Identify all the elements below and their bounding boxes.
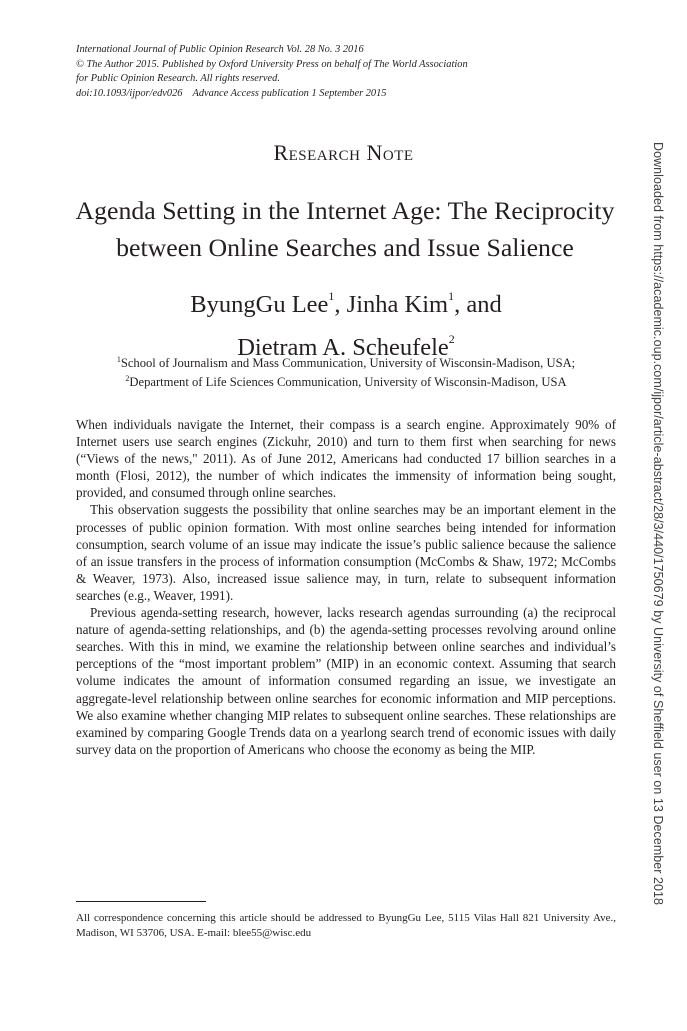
correspondence-footnote: All correspondence concerning this article should be addressed to ByungGu Lee, 5115 Vilas Hall 821 University Ave., Madison, WI 53706, USA. E-mail: blee55@wisc.edu bbox=[76, 912, 616, 939]
footnote-divider bbox=[76, 901, 206, 902]
journal-citation: International Journal of Public Opinion Research Vol. 28 No. 3 2016 bbox=[76, 44, 364, 55]
title-line-2: between Online Searches and Issue Salience bbox=[116, 233, 574, 262]
article-body bbox=[76, 416, 616, 758]
article-title bbox=[74, 192, 616, 266]
affiliation-2 bbox=[70, 371, 622, 390]
doi[interactable]: doi:10.1093/ijpor/edv026 bbox=[76, 87, 183, 99]
section-label: Research Note bbox=[273, 140, 414, 165]
authors-line-1 bbox=[60, 279, 632, 322]
copyright-notice-cont: for Public Opinion Research. All rights reserved. bbox=[76, 73, 280, 85]
author-separator: , and bbox=[454, 291, 502, 318]
author-separator: , bbox=[334, 291, 347, 318]
copyright-notice: © The Author 2015. Published by Oxford University Press on behalf of The World Association bbox=[76, 58, 468, 70]
paragraph: When individuals navigate the Internet, their compass is a search engine. Approximately 90% of Internet users use search engines (Zickuhr, 2010) and turn to them first when searching for news (“Views of the news," 2011). As of June 2012, Americans had conducted 17 billion searches in a month (Flosi, 2012), the number of which indicates the immensity of information being sought, provided, and consumed through online searches. bbox=[76, 417, 616, 501]
affiliation-1 bbox=[70, 352, 622, 371]
advance-access: Advance Access publication 1 September 2015 bbox=[192, 87, 387, 99]
affiliation-marker: 2 bbox=[448, 332, 455, 346]
paragraph: This observation suggests the possibility that online searches may be an important element in the processes of public opinion formation. With most online searches being intended for information consumption, search volume of an issue may indicate the issue’s public salience because the salience of an issue transfers in the process of information consumption (McCombs & Shaw, 1972; McCombs & Weaver, 1973). Also, increased issue salience may, in turn, relate to subsequent information searches (e.g., Weaver, 1991). bbox=[76, 502, 616, 603]
title-line-1: Agenda Setting in the Internet Age: The Reciprocity bbox=[75, 196, 615, 225]
affiliation-marker: 1 bbox=[328, 289, 335, 303]
affiliation-marker: 2 bbox=[125, 374, 130, 383]
journal-header bbox=[76, 43, 596, 101]
doi-line bbox=[76, 87, 596, 102]
affiliation-marker: 1 bbox=[116, 355, 121, 364]
affiliation-marker: 1 bbox=[448, 289, 455, 303]
affiliation-text: School of Journalism and Mass Communication, University of Wisconsin-Madison, USA; bbox=[120, 356, 576, 370]
author-name: ByungGu Lee bbox=[190, 291, 329, 318]
author-name: Jinha Kim bbox=[346, 291, 449, 318]
affiliation-text: Department of Life Sciences Communication, University of Wisconsin-Madison, USA bbox=[129, 375, 567, 389]
author-name: Dietram A. Scheufele bbox=[237, 334, 449, 361]
affiliations bbox=[70, 352, 622, 390]
paragraph: Previous agenda-setting research, however, lacks research agendas surrounding (a) the reciprocal nature of agenda-setting relationships, and (b) the agenda-setting processes revolving around online searches. With this in mind, we examine the relationship between online searches and individual’s perceptions of the “most important problem” (MIP) in an economic context. Assuming that search volume indicates the amount of information consumed regarding an issue, we investigate an aggregate-level relationship between online searches for economic information and MIP perceptions. We also examine whether changing MIP relates to subsequent online searches. These relationships are examined by comparing Google Trends data on a yearlong search trend of economic issues with daily survey data on the proportion of Americans who choose the economy as being the MIP. bbox=[76, 605, 616, 757]
download-watermark: Downloaded from https://academic.oup.com/ijpor/article-abstract/28/3/440/1750679 by University of Sheffield user on 13 December 2018 bbox=[651, 142, 665, 906]
